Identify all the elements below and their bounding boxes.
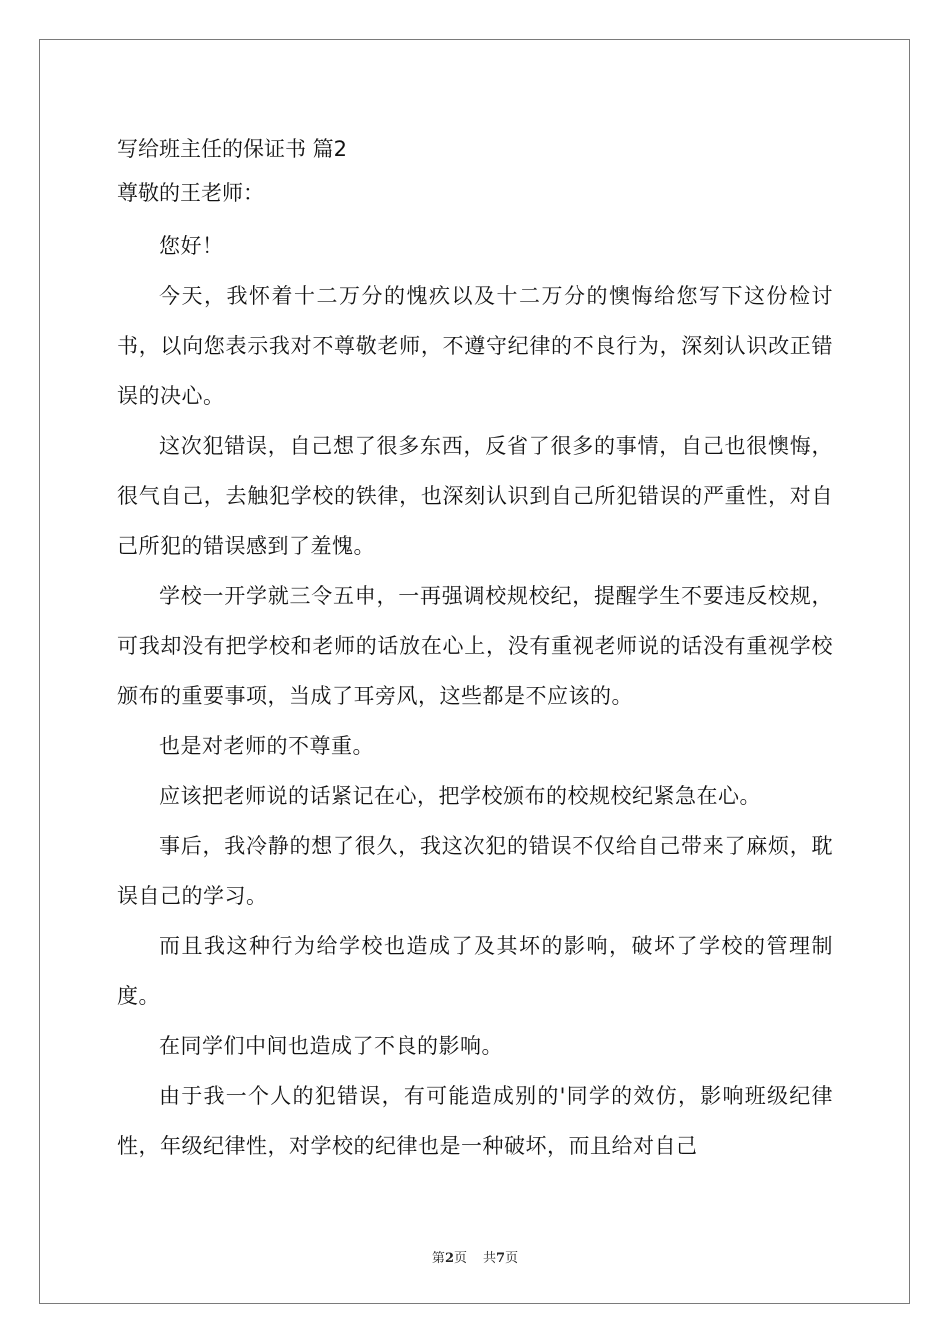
- total-unit: 页: [505, 1251, 519, 1266]
- paragraph: 这次犯错误，自己想了很多东西，反省了很多的事情，自己也很懊悔，很气自己，去触犯学校的铁律，也深刻认识到自己所犯错误的严重性，对自己所犯的错误感到了羞愧。: [117, 434, 833, 558]
- document-title: 写给班主任的保证书 篇2: [117, 137, 348, 161]
- paragraph: 在同学们中间也造成了不良的影响。: [159, 1034, 503, 1058]
- total-pages-number: 7: [496, 1251, 506, 1266]
- paragraph: 今天，我怀着十二万分的愧疚以及十二万分的懊悔给您写下这份检讨书，以向您表示我对不尊敬老师，不遵守纪律的不良行为，深刻认识改正错误的决心。: [117, 284, 833, 408]
- page-prefix: 第: [431, 1251, 445, 1266]
- paragraph: 而且我这种行为给学校也造成了及其坏的影响，破坏了学校的管理制度。: [117, 934, 833, 1008]
- salutation: 尊敬的王老师：: [117, 181, 264, 205]
- current-page-number: 2: [444, 1251, 454, 1266]
- total-prefix: 共: [483, 1251, 497, 1266]
- paragraph: 学校一开学就三令五申，一再强调校规校纪，提醒学生不要违反校规，可我却没有把学校和老师的话放在心上，没有重视老师说的话没有重视学校颁布的重要事项，当成了耳旁风，这些都是不应该的。: [117, 584, 833, 708]
- paragraph: 也是对老师的不尊重。: [159, 734, 374, 758]
- paragraph: 事后，我冷静的想了很久，我这次犯的错误不仅给自己带来了麻烦，耽误自己的学习。: [117, 834, 833, 908]
- paragraph: 应该把老师说的话紧记在心，把学校颁布的校规校纪紧急在心。: [159, 784, 761, 808]
- page-unit: 页: [453, 1251, 467, 1266]
- paragraph-greeting: 您好！: [159, 234, 224, 258]
- paragraph: 由于我一个人的犯错误，有可能造成别的'同学的效仿，影响班级纪律性，年级纪律性，对学校的纪律也是一种破坏，而且给对自己: [117, 1084, 833, 1158]
- document-body: [117, 127, 833, 1171]
- page-footer: [0, 1247, 950, 1266]
